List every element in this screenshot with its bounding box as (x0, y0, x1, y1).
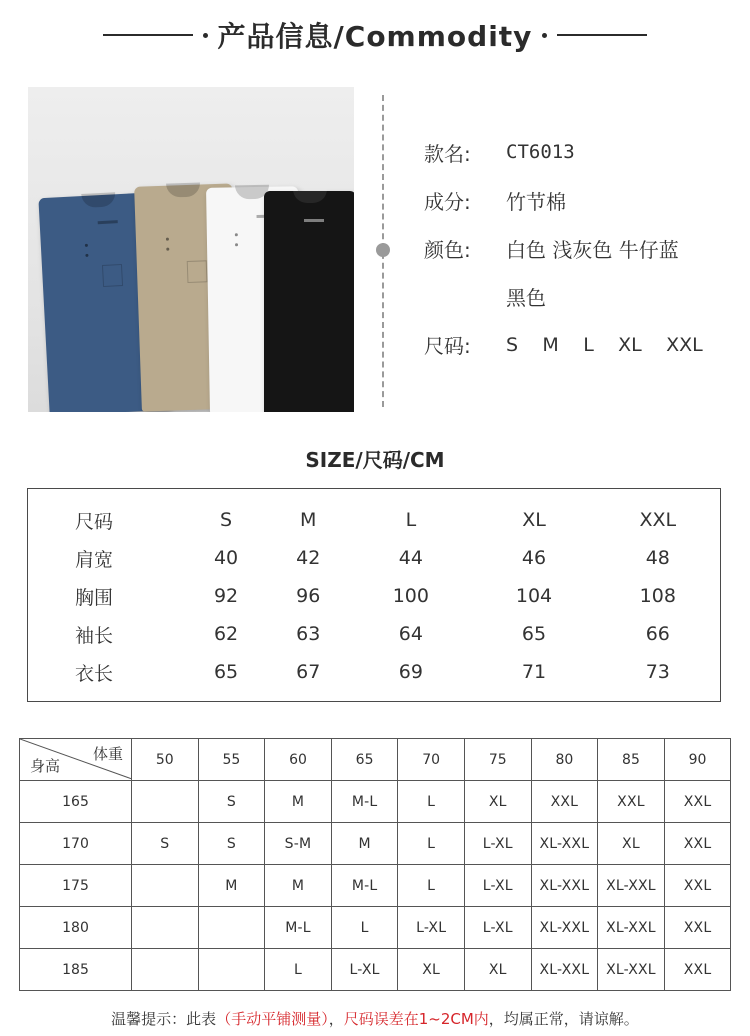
size-row-label: 尺码 (75, 510, 114, 533)
size-recommendation-cell (198, 949, 265, 991)
table-row (20, 781, 731, 823)
note-text: ， (328, 1010, 344, 1028)
size-cell: 66 (645, 623, 670, 645)
header-line-left (103, 34, 193, 36)
info-row-size (424, 320, 744, 368)
size-recommendation-cell: XXL (664, 781, 731, 823)
size-recommendation-cell: XL-XXL (598, 949, 665, 991)
color-value-cont: 黑色 (506, 285, 546, 310)
product-info (424, 128, 744, 368)
size-recommendation-cell: XL-XXL (531, 823, 598, 865)
size-cell: 65 (521, 623, 547, 645)
size-cell: 67 (296, 661, 321, 683)
size-cell: 104 (515, 585, 553, 607)
size-recommendation-cell: XL (464, 949, 531, 991)
size-cell: 63 (296, 623, 321, 645)
info-row-material (424, 176, 744, 224)
section-title: 产品信息/Commodity (217, 20, 533, 53)
size-recommendation-cell: L (265, 949, 332, 991)
size-recommendation-cell (198, 907, 265, 949)
size-recommendation-cell (132, 949, 199, 991)
size-recommendation-cell: L (398, 823, 465, 865)
height-axis-label: 身高 (30, 757, 61, 775)
height-header: 185 (20, 949, 132, 991)
size-cell: 65 (213, 661, 239, 683)
height-header: 175 (20, 865, 132, 907)
table-corner (20, 739, 132, 781)
size-table-title: SIZE/尺码/CM (305, 448, 445, 472)
size-cell: 44 (398, 547, 423, 569)
size-recommendation-cell (132, 907, 199, 949)
weight-axis-label: 体重 (92, 745, 123, 763)
size-recommendation-cell: S (132, 823, 199, 865)
size-cell: S (220, 509, 233, 531)
size-recommendation-cell: XXL (531, 781, 598, 823)
weight-header: 65 (331, 739, 398, 781)
size-option: XXL (666, 334, 703, 356)
size-cell: 46 (521, 547, 547, 569)
size-row-label: 袖长 (75, 624, 114, 647)
size-recommendation-cell: XXL (664, 865, 731, 907)
color-label: 颜色: (424, 237, 471, 262)
size-recommendation-cell: L-XL (464, 865, 531, 907)
size-cell: 73 (645, 661, 670, 683)
size-row (28, 577, 720, 615)
size-recommendation-cell: L (331, 907, 398, 949)
height-header: 170 (20, 823, 132, 865)
color-value: 白色 浅灰色 牛仔蓝 (506, 237, 679, 262)
measurement-note (0, 1008, 750, 1029)
size-cell: 96 (296, 585, 321, 607)
header-line-right (557, 34, 647, 36)
size-recommendation-cell: S (198, 781, 265, 823)
header-dot-right (542, 33, 547, 38)
size-recommendation-cell: L-XL (398, 907, 465, 949)
size-recommendation-cell: M-L (265, 907, 332, 949)
size-option: M (542, 334, 559, 356)
size-recommendation-cell: L (398, 865, 465, 907)
info-row-name (424, 128, 744, 176)
weight-header: 70 (398, 739, 465, 781)
weight-header: 55 (198, 739, 265, 781)
size-recommendation-cell (132, 781, 199, 823)
size-recommendation-cell: XL-XXL (598, 907, 665, 949)
height-header: 165 (20, 781, 132, 823)
weight-header: 80 (531, 739, 598, 781)
size-cell: 42 (296, 547, 321, 569)
size-table-box (27, 488, 721, 702)
table-row (20, 823, 731, 865)
size-recommendation-cell: L-XL (464, 907, 531, 949)
size-cell: 100 (392, 585, 429, 607)
size-recommendation-cell: M (331, 823, 398, 865)
size-recommendation-cell: M (198, 865, 265, 907)
size-row-label: 胸围 (75, 586, 114, 609)
note-text: ，均属正常，请谅解。 (488, 1010, 639, 1028)
size-recommendation-cell: XL (398, 949, 465, 991)
material-label: 成分: (424, 189, 471, 214)
size-cell: 62 (213, 623, 239, 645)
product-photo (28, 87, 354, 412)
size-recommendation-cell: XXL (598, 781, 665, 823)
name-label: 款名: (424, 141, 471, 166)
weight-header: 90 (664, 739, 731, 781)
size-row (28, 501, 720, 539)
size-recommendation-cell: M (265, 781, 332, 823)
size-recommendation-cell: M-L (331, 781, 398, 823)
table-row (20, 865, 731, 907)
size-row (28, 653, 720, 691)
size-recommendation-cell: XL-XXL (531, 949, 598, 991)
size-recommendation-cell: L (398, 781, 465, 823)
height-header: 180 (20, 907, 132, 949)
size-cell: 69 (398, 661, 423, 683)
material-value: 竹节棉 (506, 189, 566, 214)
header-dot-left (203, 33, 208, 38)
size-cell: 64 (398, 623, 423, 645)
weight-header: 85 (598, 739, 665, 781)
size-values (506, 332, 744, 356)
size-cell: 40 (213, 547, 239, 569)
size-row-label: 衣长 (75, 662, 114, 685)
size-cell: M (300, 509, 317, 531)
size-recommendation-cell: XL-XXL (531, 865, 598, 907)
shirt-black (264, 191, 354, 412)
size-row (28, 539, 720, 577)
divider-dot (376, 243, 390, 257)
size-cell: 108 (639, 585, 676, 607)
size-option: XL (618, 334, 642, 356)
name-value: CT6013 (506, 141, 575, 163)
size-label: 尺码: (424, 333, 471, 358)
weight-header: 75 (464, 739, 531, 781)
size-cell: 71 (521, 661, 547, 683)
size-cell: 92 (213, 585, 239, 607)
size-table (28, 501, 720, 691)
size-row (28, 615, 720, 653)
size-cell: XL (522, 509, 546, 531)
size-recommendation-cell: XL (464, 781, 531, 823)
size-cell: XXL (639, 509, 677, 531)
size-recommendation-cell: XL-XXL (531, 907, 598, 949)
weight-height-table (19, 738, 731, 991)
table-row (20, 949, 731, 991)
size-cell: L (405, 509, 417, 531)
section-header (0, 8, 750, 62)
size-recommendation-cell (132, 865, 199, 907)
size-recommendation-cell: S-M (265, 823, 332, 865)
note-text: 温馨提示：此表 (111, 1010, 217, 1028)
size-recommendation-cell: S (198, 823, 265, 865)
size-recommendation-cell: L-XL (464, 823, 531, 865)
size-recommendation-cell: M (265, 865, 332, 907)
size-cell: 48 (645, 547, 670, 569)
weight-header: 60 (265, 739, 332, 781)
size-row-label: 肩宽 (75, 548, 114, 571)
size-recommendation-cell: XXL (664, 949, 731, 991)
size-recommendation-cell: XL-XXL (598, 865, 665, 907)
info-row-color-cont (424, 272, 744, 320)
size-recommendation-cell: XXL (664, 907, 731, 949)
size-recommendation-cell: XXL (664, 823, 731, 865)
weight-header: 50 (132, 739, 199, 781)
size-recommendation-cell: L-XL (331, 949, 398, 991)
size-option: L (583, 334, 594, 356)
table-row (20, 907, 731, 949)
note-highlight: （手动平铺测量） (216, 1010, 329, 1028)
size-recommendation-cell: M-L (331, 865, 398, 907)
size-option: S (506, 334, 519, 356)
note-highlight: 尺码误差在1~2CM内 (343, 1010, 489, 1028)
size-recommendation-cell: XL (598, 823, 665, 865)
info-row-color (424, 224, 744, 272)
